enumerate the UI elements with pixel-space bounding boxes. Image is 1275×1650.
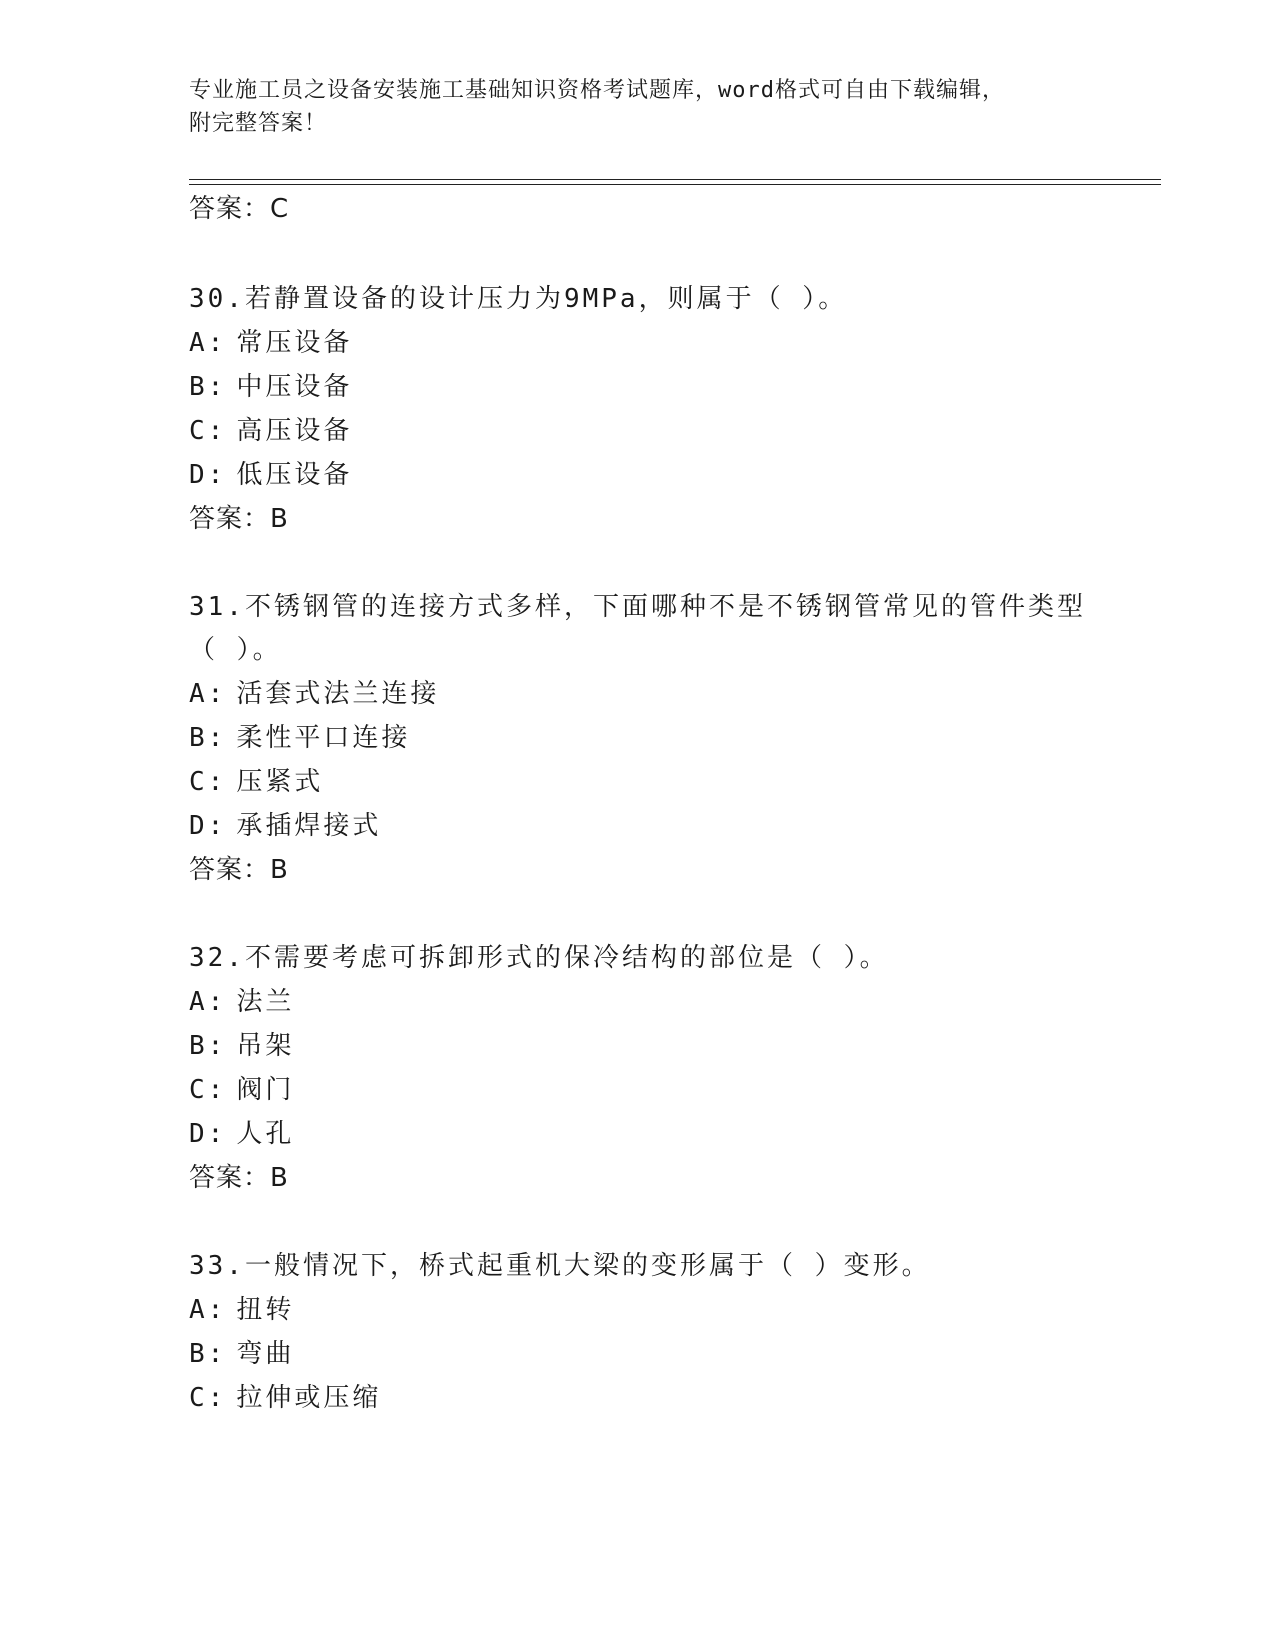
question-33-stem: 33.一般情况下，桥式起重机大梁的变形属于（ ）变形。 [189,1251,931,1281]
option-text: 承插焊接式 [236,811,382,841]
question-30-option-a [189,327,352,359]
option-label: C: [189,1383,227,1413]
option-text: 压紧式 [236,767,324,797]
option-text: 柔性平口连接 [236,723,411,753]
option-label: A: [189,987,227,1017]
option-text: 活套式法兰连接 [236,679,440,709]
question-31-option-a [189,678,439,710]
option-text: 吊架 [236,1031,295,1061]
header-divider-bottom [189,184,1161,185]
option-label: A: [189,679,227,709]
question-32-option-b [189,1030,294,1062]
option-label: D: [189,460,227,490]
question-33-option-a [189,1294,294,1326]
question-31-option-d [189,810,381,842]
question-31-answer: 答案：B [189,855,289,885]
question-30-answer: 答案：B [189,504,289,534]
option-label: B: [189,1339,227,1369]
question-32-option-a [189,986,294,1018]
option-text: 法兰 [236,987,295,1017]
option-label: A: [189,328,227,358]
question-32-stem: 32.不需要考虑可拆卸形式的保冷结构的部位是（ ）。 [189,943,889,973]
option-text: 扭转 [236,1295,295,1325]
option-label: C: [189,1075,227,1105]
option-label: D: [189,811,227,841]
option-text: 弯曲 [236,1339,295,1369]
question-30-option-b [189,371,352,403]
question-30-option-d [189,459,352,491]
question-31-option-b [189,722,410,754]
question-31-option-c [189,766,323,798]
question-30-stem: 30.若静置设备的设计压力为9MPa，则属于（ ）。 [189,284,848,314]
option-label: C: [189,416,227,446]
header-line-2: 附完整答案！ [189,111,328,136]
option-label: C: [189,767,227,797]
answer-line: 答案：C [189,194,290,224]
option-text: 低压设备 [236,460,353,490]
question-32-option-d [189,1118,294,1150]
question-32-option-c [189,1074,294,1106]
question-33-option-b [189,1338,294,1370]
question-31-stem-continued: （ ）。 [189,635,282,665]
option-text: 人孔 [236,1119,295,1149]
question-30-option-c [189,415,352,447]
question-32-answer: 答案：B [189,1163,289,1193]
option-label: B: [189,372,227,402]
header-line-1: 专业施工员之设备安装施工基础知识资格考试题库，word格式可自由下载编辑， [189,78,1005,103]
option-label: D: [189,1119,227,1149]
option-text: 常压设备 [236,328,353,358]
option-label: A: [189,1295,227,1325]
option-text: 拉伸或压缩 [236,1383,382,1413]
option-label: B: [189,723,227,753]
question-31-stem: 31.不锈钢管的连接方式多样，下面哪种不是不锈钢管常见的管件类型 [189,592,1086,622]
option-text: 高压设备 [236,416,353,446]
document-header [189,74,1089,140]
option-text: 中压设备 [236,372,353,402]
header-divider-top [189,179,1161,180]
question-33-option-c [189,1382,381,1414]
option-label: B: [189,1031,227,1061]
option-text: 阀门 [236,1075,295,1105]
